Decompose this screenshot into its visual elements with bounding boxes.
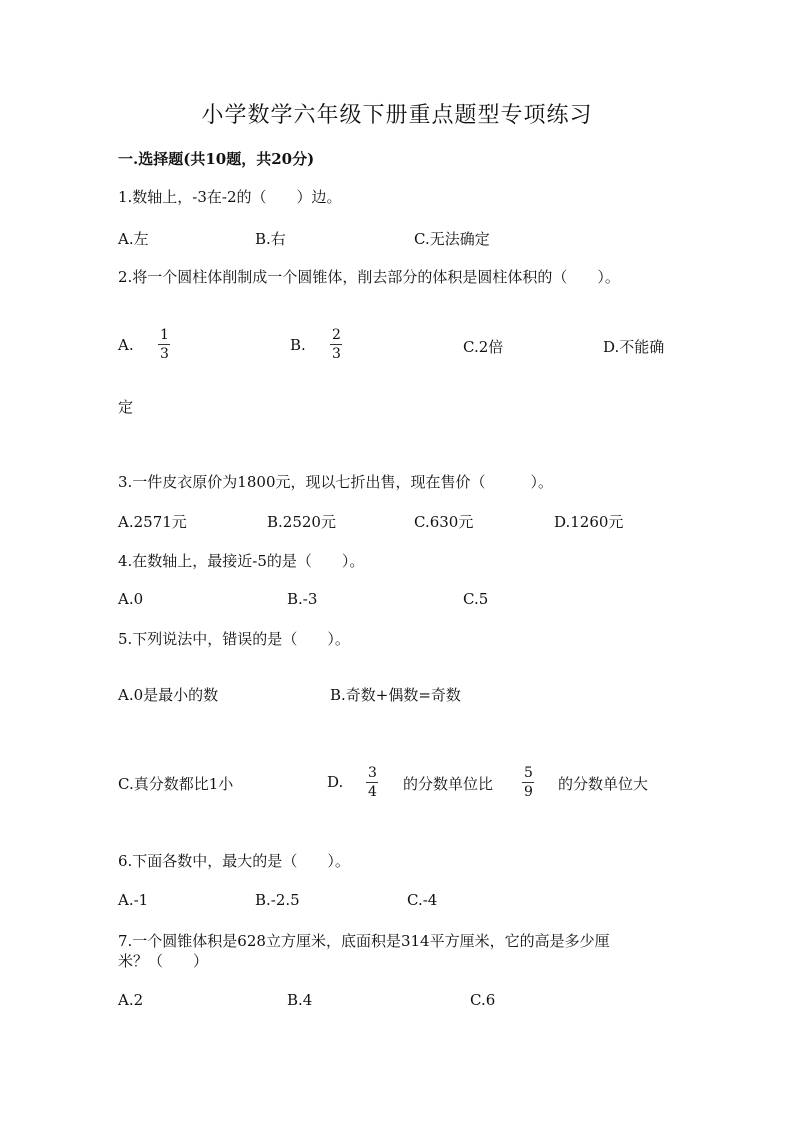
question-3-option-c: C.630元 [414, 513, 474, 531]
question-5-option-c: C.真分数都比1小 [118, 775, 234, 793]
question-3-stem: 3.一件皮衣原价为1800元，现以七折出售，现在售价（ ）。 [118, 473, 553, 491]
fraction-numerator: 1 [160, 327, 169, 343]
question-5-option-d-end: 的分数单位大 [558, 775, 649, 793]
question-2-option-b-fraction [330, 328, 343, 361]
question-7-option-b: B.4 [287, 991, 313, 1009]
question-4-option-b: B.-3 [287, 590, 318, 608]
question-7-stem-line-2: 米？（ ） [118, 952, 209, 970]
question-2-stem: 2.将一个圆柱体削制成一个圆锥体，削去部分的体积是圆柱体积的（ ）。 [118, 268, 620, 286]
question-5-stem: 5.下列说法中，错误的是（ ）。 [118, 630, 350, 648]
question-3-option-d: D.1260元 [554, 513, 624, 531]
page-title: 小学数学六年级下册重点题型专项练习 [201, 103, 593, 128]
question-5-option-b: B.奇数+偶数=奇数 [330, 686, 461, 704]
question-3-option-a: A.2571元 [118, 513, 187, 531]
question-5-option-d-fraction-2 [522, 766, 535, 799]
question-1-stem: 1.数轴上，-3在-2的（ ）边。 [118, 188, 342, 206]
section-heading: 一.选择题(共10题，共20分) [118, 150, 315, 168]
question-4-stem: 4.在数轴上，最接近-5的是（ ）。 [118, 552, 365, 570]
question-1-option-b: B.右 [255, 230, 286, 248]
question-2-option-d: D.不能确 [603, 338, 665, 356]
question-4-option-a: A.0 [118, 590, 144, 608]
question-1-option-a: A.左 [118, 230, 149, 248]
question-2-option-d-wrap: 定 [118, 398, 134, 416]
question-7-option-c: C.6 [470, 991, 496, 1009]
fraction-denominator: 9 [524, 784, 533, 800]
question-6-option-b: B.-2.5 [255, 891, 300, 909]
question-7-option-a: A.2 [118, 991, 144, 1009]
question-5-option-d-middle: 的分数单位比 [403, 775, 494, 793]
question-7-stem-line-1: 7.一个圆锥体积是628立方厘米，底面积是314平方厘米，它的高是多少厘 [118, 932, 610, 950]
question-6-option-c: C.-4 [407, 891, 438, 909]
question-5-option-d: D. [327, 773, 344, 791]
question-2-option-a-fraction [158, 328, 171, 361]
question-2-option-c: C.2倍 [463, 338, 504, 356]
fraction-numerator: 2 [332, 327, 341, 343]
fraction-numerator: 3 [368, 765, 377, 781]
question-6-stem: 6.下面各数中，最大的是（ ）。 [118, 852, 350, 870]
question-1-option-c: C.无法确定 [414, 230, 490, 248]
question-5-option-a: A.0是最小的数 [118, 686, 219, 704]
question-2-option-a: A. [118, 336, 134, 354]
fraction-denominator: 4 [368, 784, 377, 800]
question-3-option-b: B.2520元 [267, 513, 336, 531]
question-2-option-b: B. [290, 336, 306, 354]
question-5-option-d-fraction-1 [366, 766, 379, 799]
question-6-option-a: A.-1 [118, 891, 149, 909]
fraction-numerator: 5 [524, 765, 533, 781]
fraction-denominator: 3 [160, 346, 169, 362]
question-4-option-c: C.5 [463, 590, 489, 608]
fraction-denominator: 3 [332, 346, 341, 362]
